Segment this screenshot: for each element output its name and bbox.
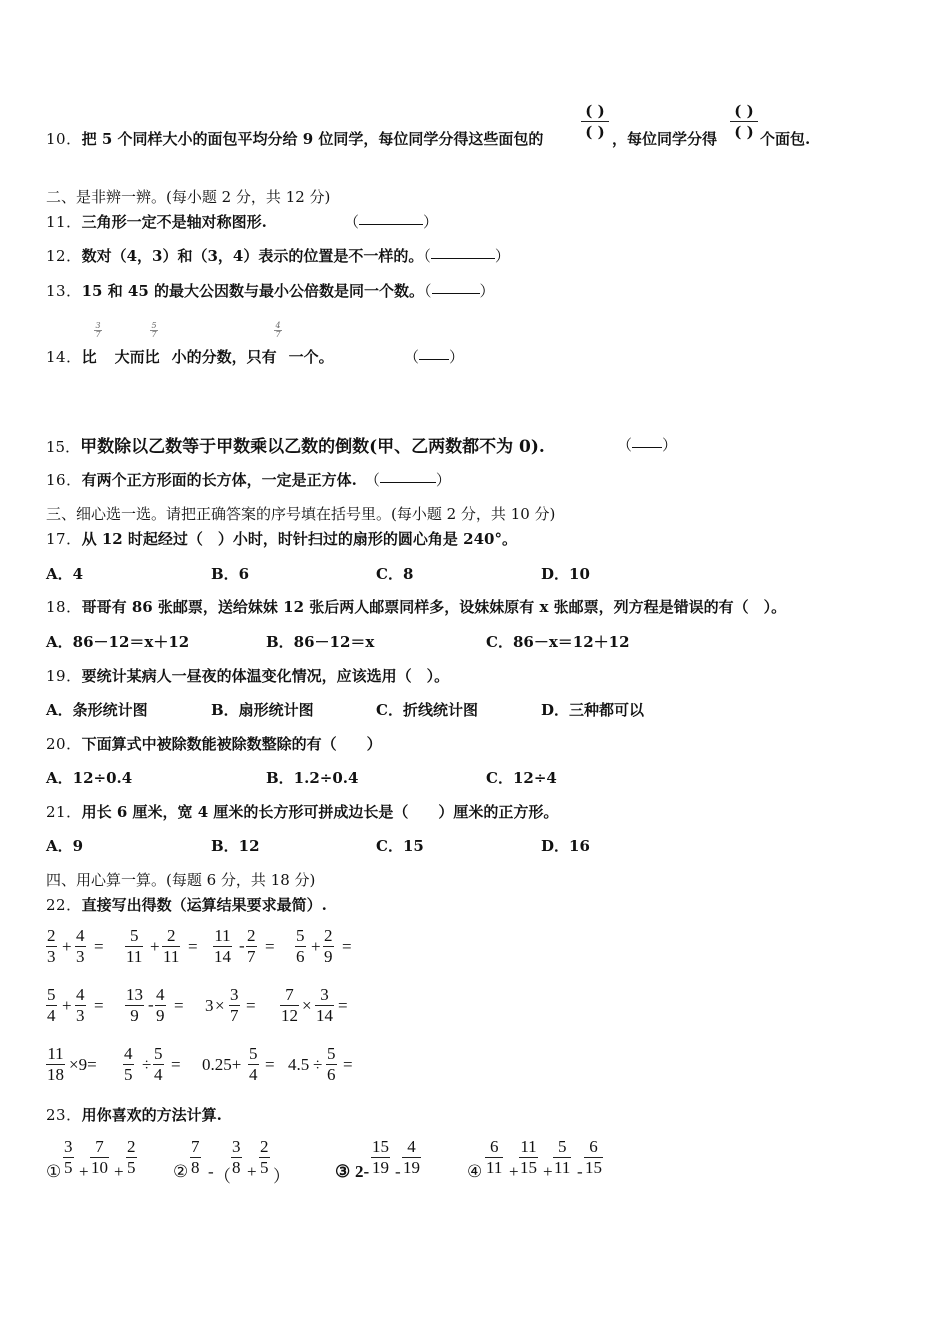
operator: = bbox=[171, 1055, 181, 1074]
number: 0.25+ bbox=[202, 1055, 242, 1074]
small-fraction: 4 7 bbox=[275, 321, 281, 339]
option-a[interactable]: A．12÷0.4 bbox=[46, 769, 133, 787]
operator: = bbox=[94, 996, 104, 1015]
operator: + bbox=[247, 1162, 257, 1181]
fraction: 2 5 bbox=[127, 1137, 136, 1177]
fraction: 2 7 bbox=[247, 926, 256, 966]
fraction: 5 6 bbox=[296, 926, 305, 966]
operator: = bbox=[265, 937, 275, 956]
option-d[interactable]: D．10 bbox=[541, 565, 590, 583]
operator: = bbox=[94, 937, 104, 956]
option-a[interactable]: A．4 bbox=[46, 565, 84, 583]
question-23: 23．用你喜欢的方法计算. bbox=[46, 1106, 222, 1124]
number: 2- bbox=[355, 1162, 370, 1181]
operator: - bbox=[239, 936, 245, 955]
question-10 bbox=[46, 128, 543, 149]
fraction: 4 3 bbox=[76, 926, 85, 966]
answer-blank[interactable]: （ ） bbox=[404, 348, 465, 366]
fraction-blank: ( ) ( ) bbox=[581, 101, 609, 142]
option-b[interactable]: B．6 bbox=[211, 565, 250, 583]
option-b[interactable]: B．12 bbox=[211, 837, 260, 855]
operator: + bbox=[150, 937, 160, 956]
fraction: 3 7 bbox=[230, 985, 239, 1025]
operator: + bbox=[79, 1162, 89, 1181]
fraction: 11 14 bbox=[214, 926, 231, 966]
section-heading: 二、是非辨一辨。(每小题 2 分，共 12 分) bbox=[46, 188, 331, 206]
operator: ÷ bbox=[313, 1055, 323, 1074]
question-13: 13．15 和 45 的最大公因数与最小公倍数是同一个数。（ ） bbox=[46, 282, 495, 300]
answer-blank[interactable]: （ ） bbox=[423, 247, 510, 265]
fraction: 3 5 bbox=[64, 1137, 73, 1177]
fraction: 2 5 bbox=[260, 1137, 269, 1177]
fraction: 5 11 bbox=[554, 1137, 571, 1177]
operator: = bbox=[188, 937, 198, 956]
fraction: 7 12 bbox=[281, 985, 298, 1025]
option-c[interactable]: C．86－x＝12＋12 bbox=[486, 633, 630, 651]
operator: ÷ bbox=[142, 1055, 152, 1074]
option-c[interactable]: C．8 bbox=[376, 565, 414, 583]
option-d[interactable]: D．16 bbox=[541, 837, 590, 855]
answer-blank[interactable]: （ ） bbox=[364, 471, 451, 489]
answer-blank[interactable]: （ ） bbox=[424, 282, 495, 300]
operator: × bbox=[302, 996, 312, 1015]
small-fraction: 5 7 bbox=[151, 321, 157, 339]
operator: = bbox=[342, 937, 352, 956]
item-marker: ③ bbox=[335, 1162, 351, 1181]
item-marker: ② bbox=[173, 1162, 189, 1181]
fraction: 6 15 bbox=[585, 1137, 602, 1177]
fraction: 5 4 bbox=[249, 1044, 258, 1084]
option-c[interactable]: C．12÷4 bbox=[486, 769, 557, 787]
fraction: 5 4 bbox=[47, 985, 56, 1025]
fraction: 4 5 bbox=[124, 1044, 133, 1084]
fraction: 5 4 bbox=[154, 1044, 163, 1084]
operator: × bbox=[215, 996, 225, 1015]
question-text: 把 5 个同样大小的面包平均分给 9 位同学，每位同学分得这些面包的 bbox=[81, 130, 544, 148]
paren: ） bbox=[273, 1167, 290, 1186]
answer-blank[interactable]: （ ） bbox=[617, 436, 678, 454]
fraction: 2 11 bbox=[163, 926, 180, 966]
option-a[interactable]: A．条形统计图 bbox=[46, 701, 148, 719]
option-c[interactable]: C．15 bbox=[376, 837, 424, 855]
fraction: 7 8 bbox=[191, 1137, 200, 1177]
question-number: 10． bbox=[46, 130, 82, 148]
fraction: 3 14 bbox=[316, 985, 333, 1025]
operator: + bbox=[311, 937, 321, 956]
question-20: 20．下面算式中被除数能被除数整除的有（ ） bbox=[46, 735, 382, 753]
operator: = bbox=[338, 996, 348, 1015]
fraction: 11 15 bbox=[520, 1137, 537, 1177]
operator: - bbox=[148, 995, 154, 1014]
paren: （ bbox=[214, 1167, 231, 1186]
question-17: 17．从 12 时起经过（ ）小时，时针扫过的扇形的圆心角是 240°。 bbox=[46, 530, 517, 548]
fraction: 2 3 bbox=[47, 926, 56, 966]
operator: ×9= bbox=[69, 1055, 97, 1074]
item-marker: ④ bbox=[467, 1162, 483, 1181]
option-c[interactable]: C．折线统计图 bbox=[376, 701, 478, 719]
question-21: 21．用长 6 厘米，宽 4 厘米的长方形可拼成边长是（ ）厘米的正方形。 bbox=[46, 803, 559, 821]
option-a[interactable]: A．9 bbox=[46, 837, 84, 855]
operator: = bbox=[343, 1055, 353, 1074]
fraction-blank: ( ) ( ) bbox=[730, 101, 758, 142]
question-19: 19．要统计某病人一昼夜的体温变化情况，应该选用（ ）。 bbox=[46, 667, 450, 685]
number: 4.5 bbox=[288, 1055, 310, 1074]
number: 3 bbox=[205, 996, 214, 1015]
question-16: 16．有两个正方形面的长方体，一定是正方体. （ ） bbox=[46, 471, 451, 489]
question-11: 11．三角形一定不是轴对称图形. bbox=[46, 213, 267, 231]
fraction: 4 19 bbox=[403, 1137, 420, 1177]
fraction: 15 19 bbox=[372, 1137, 389, 1177]
section-heading: 四、用心算一算。(每题 6 分，共 18 分) bbox=[46, 871, 316, 889]
operator: = bbox=[265, 1055, 275, 1074]
operator: + bbox=[62, 937, 72, 956]
fraction: 11 18 bbox=[47, 1044, 64, 1084]
operator: + bbox=[509, 1162, 519, 1181]
operator: - bbox=[208, 1162, 214, 1181]
question-text-cont: 个面包. bbox=[760, 130, 811, 148]
fraction: 4 3 bbox=[76, 985, 85, 1025]
item-marker: ① bbox=[46, 1162, 62, 1181]
question-18: 18．哥哥有 86 张邮票，送给妹妹 12 张后两人邮票同样多，设妹妹原有 x 张邮票，列方程是错误的有（ ）。 bbox=[46, 598, 787, 616]
question-text-cont: ，每位同学分得 bbox=[612, 130, 718, 148]
fraction: 5 11 bbox=[126, 926, 143, 966]
fraction: 7 10 bbox=[91, 1137, 108, 1177]
fraction: 3 8 bbox=[232, 1137, 241, 1177]
fraction: 5 6 bbox=[327, 1044, 336, 1084]
fraction: 13 9 bbox=[126, 985, 143, 1025]
option-a[interactable]: A．86－12＝x＋12 bbox=[46, 633, 190, 651]
question-12: 12．数对（4，3）和（3，4）表示的位置是不一样的。（ ） bbox=[46, 247, 510, 265]
section-heading: 三、细心选一选。请把正确答案的序号填在括号里。(每小题 2 分，共 10 分) bbox=[46, 505, 556, 523]
option-d[interactable]: D．三种都可以 bbox=[541, 701, 645, 719]
question-14: 14．比 大而比 小的分数，只有 一个。 bbox=[46, 348, 334, 366]
operator: - bbox=[395, 1162, 401, 1181]
option-b[interactable]: B．86－12＝x bbox=[266, 633, 375, 651]
operator: = bbox=[246, 996, 256, 1015]
operator: + bbox=[114, 1162, 124, 1181]
answer-blank[interactable]: （ ） bbox=[344, 213, 439, 231]
fraction: 2 9 bbox=[324, 926, 333, 966]
option-b[interactable]: B．1.2÷0.4 bbox=[266, 769, 359, 787]
small-fraction: 3 7 bbox=[95, 321, 101, 339]
fraction: 6 11 bbox=[486, 1137, 503, 1177]
operator: = bbox=[174, 996, 184, 1015]
operator: - bbox=[577, 1162, 583, 1181]
question-22: 22．直接写出得数（运算结果要求最简）. bbox=[46, 896, 327, 914]
operator: + bbox=[62, 996, 72, 1015]
operator: + bbox=[543, 1162, 553, 1181]
fraction: 4 9 bbox=[156, 985, 165, 1025]
option-b[interactable]: B．扇形统计图 bbox=[211, 701, 314, 719]
question-15: 15．甲数除以乙数等于甲数乘以乙数的倒数(甲、乙两数都不为 0). bbox=[46, 437, 545, 457]
